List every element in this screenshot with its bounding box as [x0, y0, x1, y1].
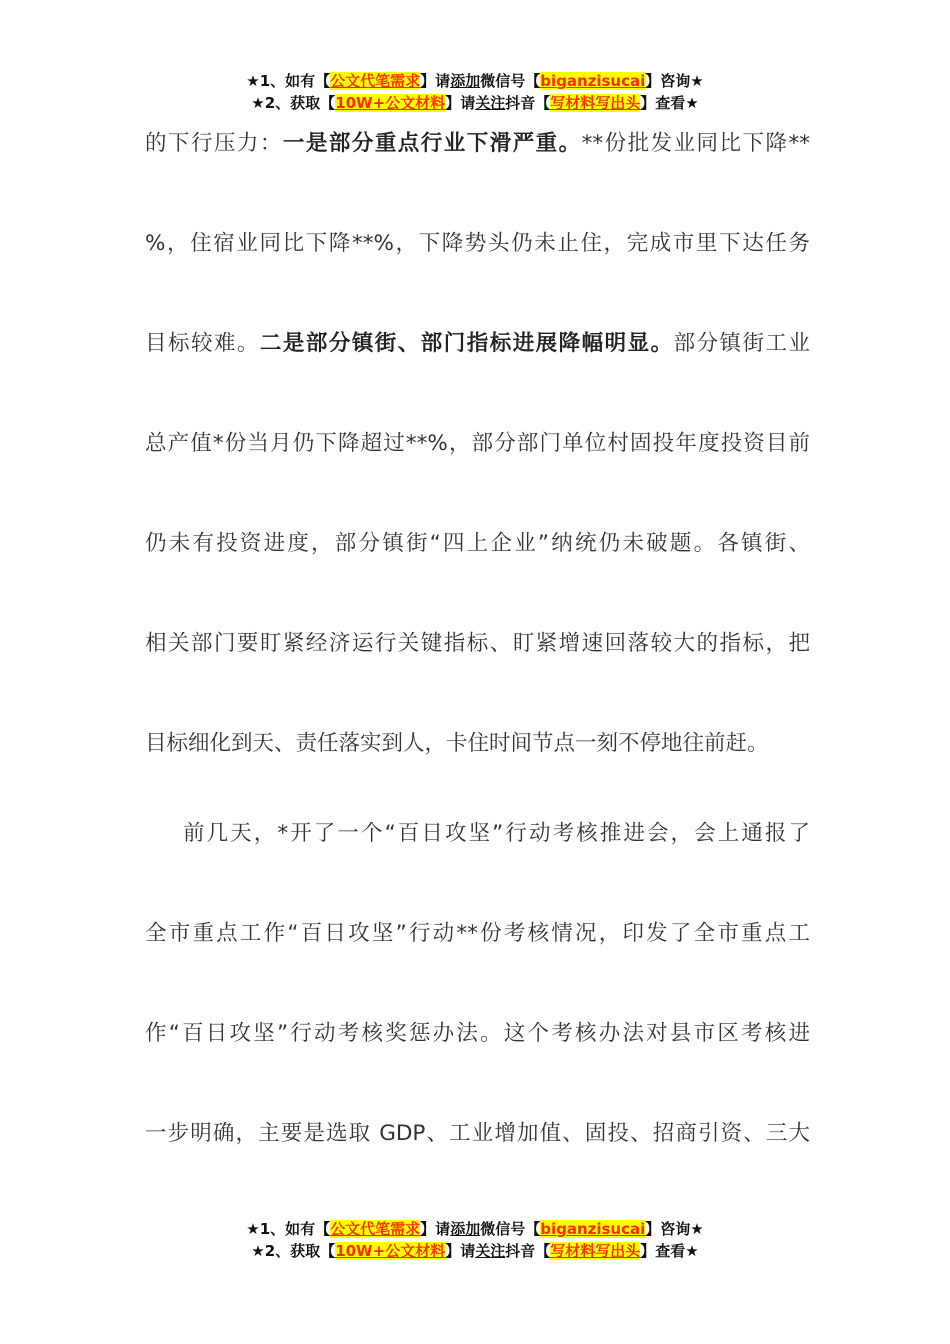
- text-line-11: 一步明确，主要是选取 GDP、工业增加值、固投、招商引资、三大: [145, 1121, 810, 1146]
- banner-text: 】查看★: [640, 94, 699, 112]
- text-line-4: 总产值*份当月仍下降超过**%，部分部门单位村固投年度投资目前: [145, 431, 810, 456]
- text-line-2: %，住宿业同比下降**%，下降势头仍未止住，完成市里下达任务: [145, 231, 810, 256]
- banner-line-2: [0, 1240, 950, 1262]
- banner-highlight: biganzisucai: [540, 1220, 646, 1238]
- banner-text: 】请: [445, 94, 476, 112]
- header-banner: [0, 70, 950, 114]
- banner-line-1: [0, 70, 950, 92]
- banner-text: 】请: [420, 1220, 451, 1238]
- text-span: **份批发业同比下降**: [581, 131, 810, 156]
- text-span: 部分镇街工业: [673, 331, 810, 356]
- banner-text: 】请: [445, 1242, 476, 1260]
- footer-banner: [0, 1218, 950, 1262]
- text-line-5: 仍未有投资进度，部分镇街“四上企业”纳统仍未破题。各镇街、: [145, 531, 810, 556]
- banner-highlight: 公文代笔需求: [330, 72, 421, 90]
- banner-underline: 添加: [450, 72, 481, 90]
- banner-underline: 添加: [450, 1220, 481, 1238]
- banner-text: 】咨询★: [645, 1220, 704, 1238]
- banner-text: ★2、获取【: [251, 1242, 336, 1260]
- text-line-1: [145, 126, 810, 157]
- banner-highlight: 写材料写出头: [550, 1242, 641, 1260]
- banner-text: ★1、如有【: [246, 1220, 331, 1238]
- banner-text: 】咨询★: [645, 72, 704, 90]
- banner-text: 微信号【: [480, 72, 541, 90]
- banner-text: 】查看★: [640, 1242, 699, 1260]
- text-line-9: 全市重点工作“百日攻坚”行动**份考核情况，印发了全市重点工: [145, 921, 810, 946]
- banner-underline: 关注: [475, 1242, 506, 1260]
- banner-underline: 关注: [475, 94, 506, 112]
- banner-highlight: 公文代笔需求: [330, 1220, 421, 1238]
- banner-text: ★2、获取【: [251, 94, 336, 112]
- banner-text: 】请: [420, 72, 451, 90]
- banner-line-1: [0, 1218, 950, 1240]
- text-line-6: 相关部门要盯紧经济运行关键指标、盯紧增速回落较大的指标，把: [145, 631, 810, 656]
- text-span: 目标较难。: [145, 331, 260, 356]
- banner-text: 抖音【: [505, 1242, 551, 1260]
- banner-highlight: 10W+公文材料: [335, 94, 446, 112]
- bold-heading: 一是部分重点行业下滑严重。: [282, 131, 582, 156]
- banner-highlight: 写材料写出头: [550, 94, 641, 112]
- banner-highlight: biganzisucai: [540, 72, 646, 90]
- text-span: 的下行压力：: [145, 131, 283, 156]
- banner-text: ★1、如有【: [246, 72, 331, 90]
- banner-highlight: 10W+公文材料: [335, 1242, 446, 1260]
- banner-line-2: [0, 92, 950, 114]
- text-line-7: 目标细化到天、责任落实到人，卡住时间节点一刻不停地往前赶。: [145, 731, 769, 756]
- banner-text: 抖音【: [505, 94, 551, 112]
- text-line-3: [145, 326, 810, 357]
- text-line-10: 作“百日攻坚”行动考核奖惩办法。这个考核办法对县市区考核进: [145, 1021, 810, 1046]
- bold-heading: 二是部分镇街、部门指标进展降幅明显。: [259, 331, 674, 356]
- text-line-8: 前几天，*开了一个“百日攻坚”行动考核推进会，会上通报了: [183, 821, 810, 846]
- banner-text: 微信号【: [480, 1220, 541, 1238]
